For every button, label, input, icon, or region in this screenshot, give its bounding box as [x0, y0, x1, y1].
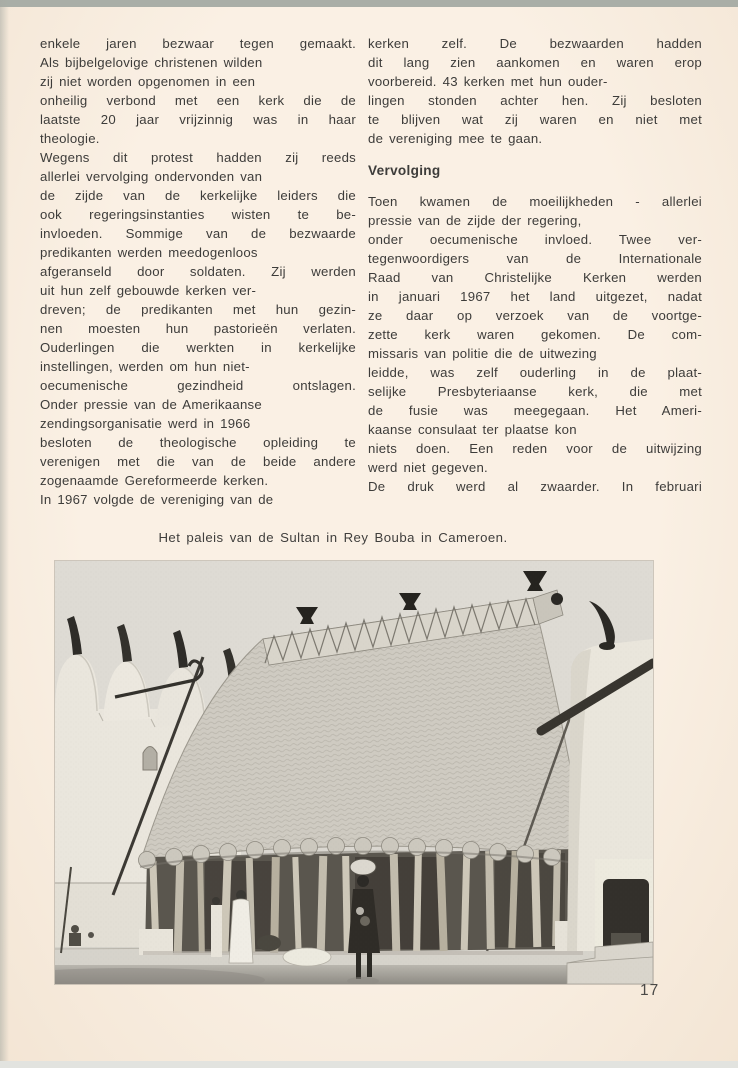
text-line: verenigen met die van de beide andere: [40, 454, 356, 469]
text-line: zendingsorganisatie werd in 1966: [40, 416, 251, 431]
scan-top-edge: [0, 0, 738, 7]
text-line: dreven; de predikanten met hun gezin-: [40, 302, 356, 317]
photo-caption: Het paleis van de Sultan in Rey Bouba in Cameroen.: [158, 530, 508, 545]
section-heading: Vervolging: [368, 163, 441, 178]
text-line: zogenaamde Gereformeerde kerken.: [40, 473, 269, 488]
text-line: invloeden. Sommige van de bezwaarde: [40, 226, 356, 241]
text-line: zette kerk waren gekomen. De com-: [368, 327, 702, 342]
text-line: Als bijbelgelovige christenen wilden: [40, 55, 263, 70]
text-line: leidde, was zelf ouderling in de plaat-: [368, 365, 702, 380]
text-line: instellingen, werden om hun niet-: [40, 359, 250, 374]
text-line: theologie.: [40, 131, 100, 146]
right-column-paragraph-2: [368, 192, 702, 496]
text-line: in januari 1967 het land uitgezet, nadat: [368, 289, 702, 304]
text-line: onheilig verbond met een kerk die de: [40, 93, 356, 108]
text-line: missaris van politie die de uitwezing: [368, 346, 597, 361]
right-column: [368, 34, 702, 496]
text-line: voorbereid. 43 kerken met hun ouder-: [368, 74, 608, 89]
text-line: ook regeringsinstanties wisten te be-: [40, 207, 356, 222]
text-line: allerlei vervolging ondervonden van: [40, 169, 263, 184]
text-line: Raad van Christelijke Kerken werden: [368, 270, 702, 285]
text-line: afgeranseld door soldaten. Zij werden: [40, 264, 356, 279]
text-line: kerken zelf. De bezwaarden hadden: [368, 36, 702, 51]
text-line: besloten de theologische opleiding te: [40, 435, 356, 450]
text-line: predikanten werden meedogenloos: [40, 245, 258, 260]
text-line: zij niet worden opgenomen in een: [40, 74, 256, 89]
text-line: de vereniging mee te gaan.: [368, 131, 543, 146]
text-line: nen moesten hun pastorieën verlaten.: [40, 321, 356, 336]
text-line: dit lang zien aankomen en waren erop: [368, 55, 702, 70]
text-line: Ouderlingen die werkten in kerkelijke: [40, 340, 356, 355]
text-line: Toen kwamen de moeilijkheden - allerlei: [368, 194, 702, 209]
text-line: Onder pressie van de Amerikaanse: [40, 397, 262, 412]
text-line: tegenwoordigers van de Internationale: [368, 251, 702, 266]
scan-bottom-edge: [0, 1061, 738, 1068]
palace-photo: [55, 561, 653, 984]
scan-left-edge: [0, 0, 9, 1068]
text-line: selijke Presbyteriaanse kerk, die met: [368, 384, 702, 399]
text-line: de zijde van de kerkelijke leiders die: [40, 188, 356, 203]
text-line: Wegens dit protest hadden zij reeds: [40, 150, 356, 165]
text-line: kaanse consulaat ter plaatse kon: [368, 422, 577, 437]
text-line: werd niet gegeven.: [368, 460, 488, 475]
left-column: [40, 34, 356, 509]
text-line: lingen stonden achter hen. Zij besloten: [368, 93, 702, 108]
text-line: niets doen. Een reden voor de uitwijzing: [368, 441, 702, 456]
page-number: 17: [640, 982, 660, 999]
text-line: In 1967 volgde de vereniging van de: [40, 492, 274, 507]
text-line: de fusie was meegegaan. Het Ameri-: [368, 403, 702, 418]
text-line: laatste 20 jaar vrijzinnig was in haar: [40, 112, 356, 127]
text-line: ze daar op verzoek van de voortge-: [368, 308, 702, 323]
text-line: uit hun zelf gebouwde kerken ver-: [40, 283, 257, 298]
palace-photo-illustration: [55, 561, 653, 984]
text-line: pressie van de zijde der regering,: [368, 213, 582, 228]
text-line: te blijven wat zij waren en niet met: [368, 112, 702, 127]
text-line: enkele jaren bezwaar tegen gemaakt.: [40, 36, 356, 51]
text-line: oecumenische gezindheid ontslagen.: [40, 378, 356, 393]
text-line: onder oecumenische invloed. Twee ver-: [368, 232, 702, 247]
text-line: De druk werd al zwaarder. In februari: [368, 479, 702, 494]
right-column-paragraph-1: [368, 34, 702, 148]
